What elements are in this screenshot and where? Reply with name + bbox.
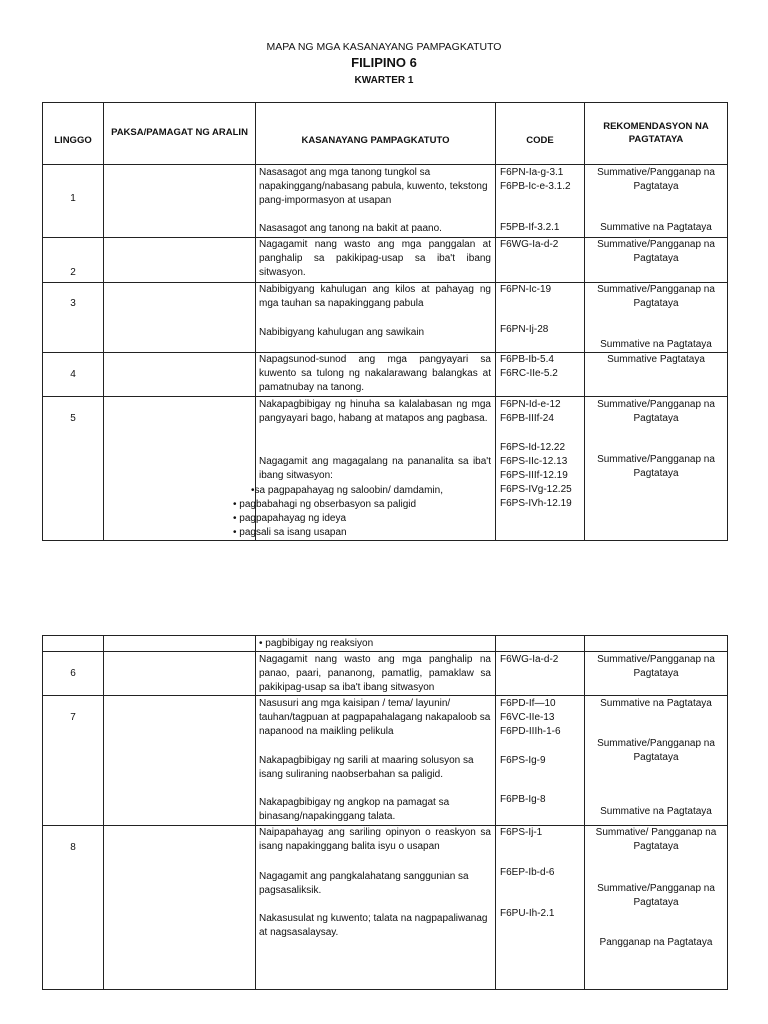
competency-text: Nagagamit nang wasto ang mga panggalan at panghalip sa pakikipag-usap sa iba't ibang sitwasyon. xyxy=(259,239,491,278)
week-number: 6 xyxy=(70,668,76,679)
assessment-recommendation: Summative/Pangganap na Pagtataya xyxy=(597,738,715,763)
document-title: MAPA NG MGA KASANAYANG PAMPAGKATUTO xyxy=(266,41,502,53)
competency-code: F6PB-Ic-e-3.1.2 xyxy=(500,181,571,192)
week-number: 2 xyxy=(70,267,76,278)
competency-code: F6EP-Ib-d-6 xyxy=(500,867,555,878)
competency-code: F6PS-IVg-12.25 xyxy=(500,484,572,495)
competency-text: Nabibigyang kahulugan ang sawikain xyxy=(259,327,425,338)
week-number: 1 xyxy=(70,193,76,204)
competency-code: F6PS-IVh-12.19 xyxy=(500,498,572,509)
competency-code: F6WG-Ia-d-2 xyxy=(500,239,559,250)
competency-text: Nabibigyang kahulugan ang kilos at pahayag ng mga tauhan sa napakinggang pabula xyxy=(259,284,491,309)
competency-code: F6PS-IIc-12.13 xyxy=(500,456,568,467)
competency-code: F6PU-Ih-2.1 xyxy=(500,908,555,919)
competency-code: F6PN-Id-e-12 xyxy=(500,399,561,410)
column-header-paksa: PAKSA/PAMAGAT NG ARALIN xyxy=(111,127,248,138)
assessment-recommendation: Summative/Pangganap na Pagtataya xyxy=(597,399,715,424)
assessment-recommendation: Summative/Pangganap na Pagtataya xyxy=(597,284,715,309)
list-item: •sa pagpapahayag ng saloobin/ damdamin, xyxy=(251,485,443,496)
subject-title: FILIPINO 6 xyxy=(351,55,417,70)
list-item: • pagsali sa isang usapan xyxy=(233,527,347,538)
competency-code: F6PN-Ic-19 xyxy=(500,284,552,295)
column-header-linggo: LINGGO xyxy=(54,135,92,146)
week-number: 7 xyxy=(70,712,76,723)
competency-text: Nakapagbibigay ng angkop na pamagat sa binasang/napakinggang talata. xyxy=(259,797,450,822)
competency-code: F6PB-Ib-5.4 xyxy=(500,354,554,365)
assessment-recommendation: Summative na Pagtataya xyxy=(600,339,712,350)
competency-text: Napagsunod-sunod ang mga pangyayari sa kuwento sa tulong ng nakalarawang balangkas at pamatnubay na tanong. xyxy=(259,354,491,393)
competency-code: F6PN-Ij-28 xyxy=(500,324,549,335)
list-item: • pagbibigay ng reaksiyon xyxy=(259,638,374,649)
assessment-recommendation: Pangganap na Pagtataya xyxy=(599,937,713,948)
competency-text: Nakapagbibigay ng sarili at maaring solusyon sa isang suliraning naobserbahan sa paligid. xyxy=(259,755,474,780)
assessment-recommendation: Summative/Pangganap na Pagtataya xyxy=(597,239,715,264)
competency-code: F6PB-IIIf-24 xyxy=(500,413,554,424)
assessment-recommendation: Summative/Pangganap na Pagtataya xyxy=(597,454,715,479)
assessment-recommendation: Summative na Pagtataya xyxy=(600,806,712,817)
competency-text: Naipapahayag ang sariling opinyon o reaskyon sa isang napakinggang balita isyu o usapan xyxy=(259,827,491,852)
competency-text: Nasasagot ang mga tanong tungkol sa napakinggang/nabasang pabula, kuwento, tekstong pang-impormasyon at usapan xyxy=(259,167,488,206)
week-number: 8 xyxy=(70,842,76,853)
column-header-rekomendasyon: REKOMENDASYON NA PAGTATAYA xyxy=(603,121,709,145)
competency-text: Nasusuri ang mga kaisipan / tema/ layunin/ tauhan/tagpuan at pagpapahalagang nakapaloob sa napanood na maikling pelikula xyxy=(259,698,491,737)
competency-code: F6PD-If—10 xyxy=(500,698,556,709)
competency-code: F6PB-Ig-8 xyxy=(500,794,546,805)
competency-text: Nakapagbibigay ng hinuha sa kalalabasan ng mga pangyayari bago, habang at matapos ang pagbasa. xyxy=(259,399,491,424)
list-item: • pagbabahagi ng obserbasyon sa paligid xyxy=(233,499,417,510)
competency-code: F6PN-Ia-g-3.1 xyxy=(500,167,564,178)
assessment-recommendation: Summative/Pangganap na Pagtataya xyxy=(597,883,715,908)
competency-code: F6WG-Ia-d-2 xyxy=(500,654,559,665)
assessment-recommendation: Summative na Pagtataya xyxy=(600,698,712,709)
competency-text: Nagagamit ang pangkalahatang sanggunian sa pagsasaliksik. xyxy=(259,871,469,896)
assessment-recommendation: Summative/Pangganap na Pagtataya xyxy=(597,654,715,679)
week-number: 4 xyxy=(70,369,76,380)
list-item: • pagpapahayag ng ideya xyxy=(233,513,347,524)
competency-code: F6PS-Id-12.22 xyxy=(500,442,566,453)
competency-code: F6PS-IIIf-12.19 xyxy=(500,470,568,481)
assessment-recommendation: Summative Pagtataya xyxy=(607,354,705,365)
week-number: 5 xyxy=(70,413,76,424)
competency-code: F6PS-Ij-1 xyxy=(500,827,543,838)
competency-code: F6PD-IIIh-1-6 xyxy=(500,726,561,737)
column-header-code: CODE xyxy=(526,135,554,146)
competency-text: Nagagamit nang wasto ang mga panghalip na panao, paari, pananong, pamatlig, pamaklaw sa pakikipag-usap sa iba't ibang sitwasyon xyxy=(259,654,491,693)
column-header-kasanayan: KASANAYANG PAMPAGKATUTO xyxy=(301,135,450,146)
week-number: 3 xyxy=(70,298,76,309)
quarter-label: KWARTER 1 xyxy=(354,75,414,86)
competency-code: F6VC-IIe-13 xyxy=(500,712,555,723)
competency-text: Nagagamit ang magagalang na pananalita sa iba't ibang sitwasyon: xyxy=(259,456,491,481)
assessment-recommendation: Summative/Pangganap na Pagtataya xyxy=(597,167,715,192)
assessment-recommendation: Summative na Pagtataya xyxy=(600,222,712,233)
assessment-recommendation: Summative/ Pangganap na Pagtataya xyxy=(595,827,717,852)
competency-text: Nasasagot ang tanong na bakit at paano. xyxy=(259,223,442,234)
competency-code: F6RC-IIe-5.2 xyxy=(500,368,558,379)
competency-code: F6PS-Ig-9 xyxy=(500,755,546,766)
competency-text: Nakasusulat ng kuwento; talata na nagpapaliwanag at nagsasalaysay. xyxy=(259,913,488,938)
competency-code: F5PB-If-3.2.1 xyxy=(500,222,560,233)
